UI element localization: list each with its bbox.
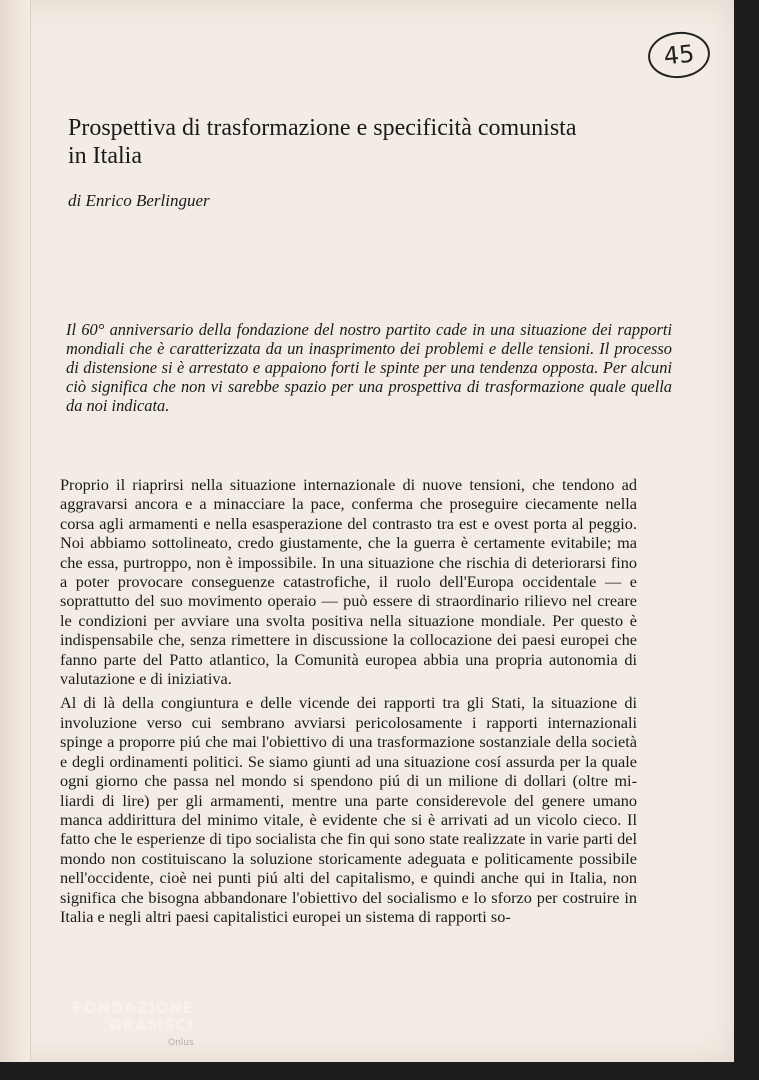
- article-title: Prospettiva di trasformazione e specificità comunista in Italia: [68, 115, 577, 169]
- handwritten-page-number: 45: [646, 29, 712, 81]
- body-paragraph-2: Al di là della congiuntura e delle vicende dei rapporti tra gli Stati, la situazione di involuzione verso cui sembrano avviarsi pericolosamente i rapporti internazionali spinge a proporre piú che mai l'obiettivo di una trasformazione sostanziale della società e degli ordinamenti politici. Se siamo giunti ad una situazione cosí assurda per la quale ogni giorno che passa nel mondo si spendono piú di un milione di dollari (oltre mi- liardi di lire) per gli armamenti, mentre una parte considerevole del genere umano manca addirittura del minimo vitale, è evidente che si è arrivati ad un vicolo cieco. Il fatto che le esperienze di tipo socialista che fin qui sono state realizzate in varie parti del mondo non costituiscano la soluzione storicamente adeguata e politicamente possibile nell'occidente, cioè nei punti piú alti del capitalismo, e quindi anche qui in Italia, non significa che bisogna abbandonare l'obiettivo del socialismo e lo sforzo per costruire in Italia e negli altri paesi capitalistici europei un sistema di rapporti so-: [60, 693, 637, 926]
- watermark-subtitle: Onlus: [168, 1038, 194, 1048]
- page-binding-fold: [0, 0, 31, 1062]
- article-abstract: Il 60° anniversario della fondazione del nostro partito cade in una situazione dei rapporti mondiali che è caratterizzata da un inasprimento dei problemi e delle tensioni. Il processo di distensione si è arrestato e appaiono forti le spinte per una tendenza opposta. Per alcuni ciò significa che non vi sarebbe spazio per una prospettiva di trasformazione quale quella da noi indicata.: [66, 320, 672, 415]
- archive-watermark: [4, 1000, 194, 1034]
- watermark-line-1: FONDAZIONE: [72, 999, 194, 1017]
- article-body: [60, 475, 637, 931]
- article-author: di Enrico Berlinguer: [68, 191, 210, 210]
- body-paragraph-1: Proprio il riaprirsi nella situazione internazionale di nuove tensioni, che tendono ad aggravarsi ancora e a minacciare la pace, conferma che proseguire ciecamente nella corsa agli armamenti e nella esasperazione del contrasto tra est e ovest porta al peggio. Noi abbiamo sottolineato, credo giustamente, che la guerra è certamente evitabile; ma che essa, purtroppo, non è impossibile. In una situazione che rischia di deteriorarsi fino a poter provocare conseguenze catastrofiche, il ruolo dell'Europa occidentale — e soprattutto del suo movimento operaio — può essere di straordinario rilievo nel creare le condizioni per avviare una svolta positiva nella situazione mondiale. Per questo è indispensabile che, senza rimettere in discussione la collocazione dei paesi europei che fanno parte del Patto atlantico, la Comunità europea abbia una propria autonomia di valutazione e di iniziativa.: [60, 475, 637, 689]
- watermark-line-2: GRAMSCI: [109, 1016, 194, 1034]
